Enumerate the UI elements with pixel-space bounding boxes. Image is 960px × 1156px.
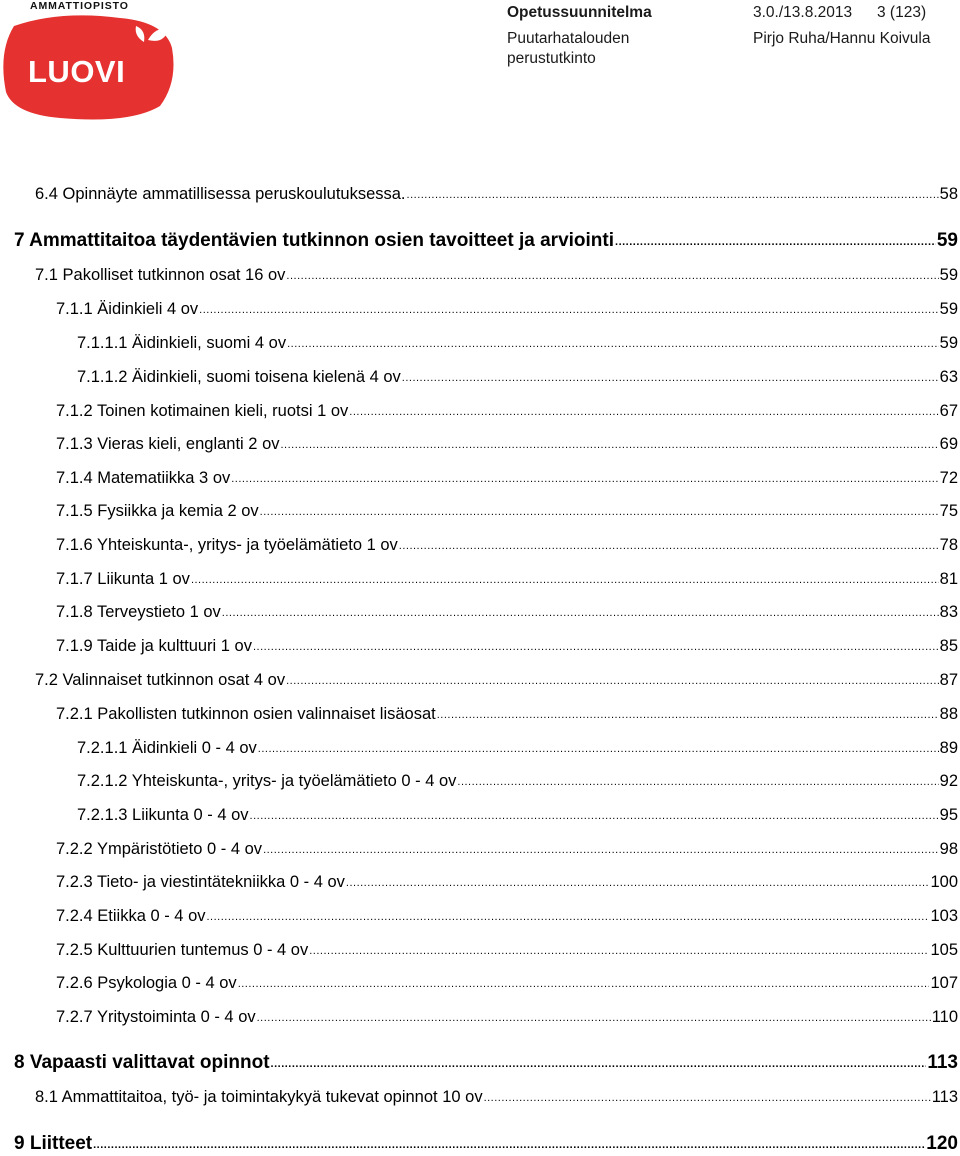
dot-leader <box>257 1005 931 1029</box>
toc-entry-page: 63 <box>939 368 958 386</box>
toc-entry-page: 83 <box>939 603 958 621</box>
toc-entry[interactable] <box>56 939 958 961</box>
document-authors: Pirjo Ruha/Hannu Koivula <box>753 30 931 47</box>
toc-entry-page: 88 <box>939 705 958 723</box>
toc-entry[interactable] <box>77 366 958 388</box>
toc-entry-page: 58 <box>939 185 958 203</box>
dot-leader <box>258 736 939 760</box>
toc-entry-page: 98 <box>939 840 958 858</box>
toc-entry-page: 92 <box>939 772 958 790</box>
dot-leader <box>309 938 929 962</box>
toc-entry-page: 87 <box>939 671 958 689</box>
toc-entry-page: 110 <box>931 1008 958 1026</box>
toc-entry-title: 7 Ammattitaitoa täydentävien tutkinnon osien tavoitteet ja arviointi <box>14 230 615 251</box>
toc-entry-page: 67 <box>939 402 958 420</box>
toc-entry[interactable] <box>77 804 958 826</box>
toc-entry-title: 7.1.3 Vieras kieli, englanti 2 ov <box>56 435 280 453</box>
toc-entry-title: 7.2.1 Pakollisten tutkinnon osien valinnaiset lisäosat <box>56 705 436 723</box>
toc-entry-title: 7.1 Pakolliset tutkinnon osat 16 ov <box>35 266 286 284</box>
toc-entry-page: 59 <box>939 334 958 352</box>
toc-entry-page: 100 <box>930 873 958 891</box>
toc-entry[interactable] <box>56 871 958 893</box>
toc-entry[interactable] <box>56 534 958 556</box>
toc-entry-page: 95 <box>939 806 958 824</box>
toc-entry[interactable] <box>56 905 958 927</box>
toc-entry[interactable] <box>77 770 958 792</box>
toc-entry-title: 7.1.2 Toinen kotimainen kieli, ruotsi 1 ov <box>56 402 349 420</box>
toc-entry-page: 89 <box>939 739 958 757</box>
dot-leader <box>253 634 939 658</box>
document-title: Opetussuunnitelma <box>507 4 652 21</box>
toc-entry[interactable] <box>56 433 958 455</box>
toc-entry-title: 8.1 Ammattitaitoa, työ- ja toimintakykyä tukevat opinnot 10 ov <box>35 1088 483 1106</box>
toc-entry-page: 72 <box>939 469 958 487</box>
toc-entry-title: 9 Liitteet <box>14 1133 93 1154</box>
dot-leader <box>437 702 939 726</box>
toc-entry[interactable] <box>56 703 958 725</box>
toc-entry-title: 7.2.1.1 Äidinkieli 0 - 4 ov <box>77 739 257 757</box>
toc-entry-page: 59 <box>939 266 958 284</box>
dot-leader <box>271 1051 927 1075</box>
toc-entry-page: 75 <box>939 502 958 520</box>
dot-leader <box>457 769 938 793</box>
dot-leader <box>281 432 939 456</box>
toc-entry[interactable] <box>77 737 958 759</box>
toc-entry-page: 81 <box>939 570 958 588</box>
toc-entry-title: 7.2.6 Psykologia 0 - 4 ov <box>56 974 237 992</box>
page-number: 3 (123) <box>877 4 927 21</box>
dot-leader <box>199 297 938 321</box>
toc-entry[interactable] <box>56 400 958 422</box>
toc-entry-page: 69 <box>939 435 958 453</box>
dot-leader <box>222 600 939 624</box>
toc-entry-title: 7.1.4 Matematiikka 3 ov <box>56 469 231 487</box>
dot-leader <box>286 668 939 692</box>
toc-entry-page: 103 <box>930 907 958 925</box>
dot-leader <box>349 399 938 423</box>
toc-entry[interactable] <box>56 838 958 860</box>
toc-entry-title: 7.2.1.3 Liikunta 0 - 4 ov <box>77 806 249 824</box>
document-subtitle: Puutarhatalouden perustutkinto <box>507 30 630 67</box>
toc-entry-title: 7.2.4 Etiikka 0 - 4 ov <box>56 907 206 925</box>
toc-entry-page: 113 <box>931 1088 958 1106</box>
toc-entry-title: 7.2.5 Kulttuurien tuntemus 0 - 4 ov <box>56 941 309 959</box>
toc-entry[interactable] <box>56 601 958 623</box>
toc-entry-page: 113 <box>927 1052 958 1073</box>
logo-wordmark: LUOVI <box>28 54 126 89</box>
dot-leader <box>250 803 939 827</box>
toc-entry[interactable] <box>77 332 958 354</box>
toc-entry[interactable] <box>35 183 958 205</box>
toc-entry[interactable] <box>35 669 958 691</box>
dot-leader <box>191 567 939 591</box>
dot-leader <box>238 971 930 995</box>
toc-entry[interactable] <box>35 1086 958 1108</box>
dot-leader <box>260 499 939 523</box>
toc-entry-title: 7.1.9 Taide ja kulttuuri 1 ov <box>56 637 252 655</box>
toc-entry[interactable] <box>14 1052 958 1074</box>
toc-entry-page: 85 <box>939 637 958 655</box>
toc-entry-page: 120 <box>926 1133 958 1154</box>
toc-entry-title: 7.2.7 Yritystoiminta 0 - 4 ov <box>56 1008 256 1026</box>
dot-leader <box>286 263 938 287</box>
dot-leader <box>263 837 939 861</box>
toc-entry[interactable] <box>56 972 958 994</box>
toc-entry-page: 107 <box>930 974 958 992</box>
dot-leader <box>93 1132 925 1156</box>
toc-entry-title: 7.1.7 Liikunta 1 ov <box>56 570 190 588</box>
toc-entry[interactable] <box>56 568 958 590</box>
logo-tagline: AMMATTIOPISTO <box>30 0 129 12</box>
toc-entry-title: 7.1.1 Äidinkieli 4 ov <box>56 300 199 318</box>
dot-leader <box>615 229 936 253</box>
toc-entry[interactable] <box>56 298 958 320</box>
dot-leader <box>231 466 938 490</box>
toc-entry-page: 59 <box>936 230 958 251</box>
document-version: 3.0./13.8.2013 <box>753 4 853 21</box>
toc-entry-title: 7.2.2 Ympäristötieto 0 - 4 ov <box>56 840 263 858</box>
dot-leader <box>346 870 930 894</box>
toc-entry-title: 7.2.3 Tieto- ja viestintätekniikka 0 - 4 ov <box>56 873 345 891</box>
toc-entry-title: 7.1.6 Yhteiskunta-, yritys- ja työelämätieto 1 ov <box>56 536 398 554</box>
dot-leader <box>399 533 939 557</box>
toc-entry[interactable] <box>14 1133 958 1155</box>
toc-entry-title: 8 Vapaasti valittavat opinnot <box>14 1052 270 1073</box>
toc-entry[interactable] <box>14 230 958 252</box>
dot-leader <box>484 1085 931 1109</box>
toc-entry-page: 59 <box>939 300 958 318</box>
toc-entry-page: 78 <box>939 536 958 554</box>
toc-entry-page: 105 <box>930 941 958 959</box>
toc-entry-title: 6.4 Opinnäyte ammatillisessa peruskoulutuksessa. <box>35 185 406 203</box>
dot-leader <box>402 365 939 389</box>
toc-entry-title: 7.1.5 Fysiikka ja kemia 2 ov <box>56 502 259 520</box>
toc-entry[interactable] <box>56 500 958 522</box>
toc-entry[interactable] <box>56 1006 958 1028</box>
toc-entry-title: 7.1.1.1 Äidinkieli, suomi 4 ov <box>77 334 287 352</box>
toc-entry-title: 7.2.1.2 Yhteiskunta-, yritys- ja työelämätieto 0 - 4 ov <box>77 772 457 790</box>
toc-entry[interactable] <box>56 635 958 657</box>
toc-entry[interactable] <box>56 467 958 489</box>
toc-entry-title: 7.1.1.2 Äidinkieli, suomi toisena kielenä 4 ov <box>77 368 401 386</box>
dot-leader <box>287 331 939 355</box>
toc-entry[interactable] <box>35 264 958 286</box>
toc-entry-title: 7.1.8 Terveystieto 1 ov <box>56 603 221 621</box>
dot-leader <box>207 904 930 928</box>
dot-leader <box>407 182 939 206</box>
toc-entry-title: 7.2 Valinnaiset tutkinnon osat 4 ov <box>35 671 286 689</box>
